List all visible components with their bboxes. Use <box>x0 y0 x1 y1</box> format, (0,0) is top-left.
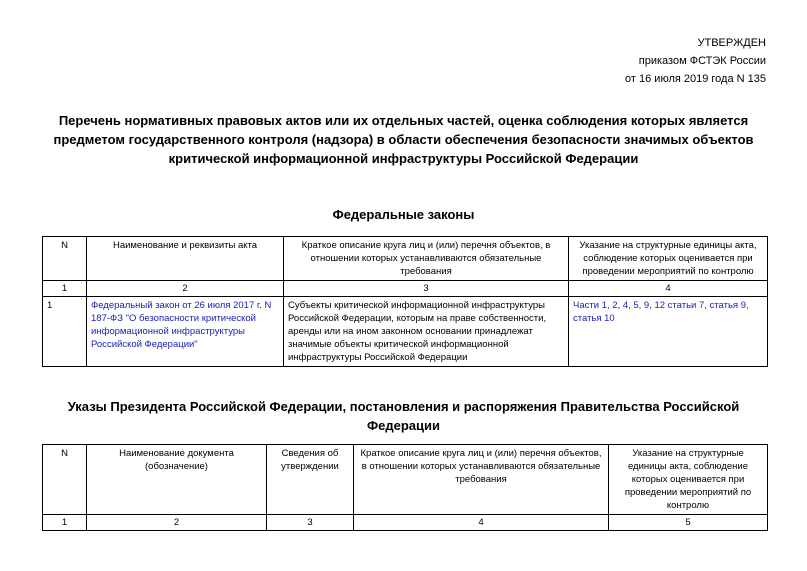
federal-laws-table <box>42 236 768 367</box>
column-number: 1 <box>43 281 87 297</box>
approval-order: приказом ФСТЭК России <box>638 55 766 67</box>
column-number: 2 <box>87 281 284 297</box>
row-description: Субъекты критической информационной инфраструктуры Российской Федерации, которым на праве собственности, аренды или на ином законном основании принадлежат значимые объекты критической информационной инфраструктуры Российской Федерации <box>284 297 569 367</box>
column-number: 4 <box>354 515 609 531</box>
decrees-table <box>42 444 768 531</box>
approval-stamp <box>625 34 766 88</box>
approval-date: от 16 июля 2019 года N 135 <box>625 73 766 85</box>
approval-heading: УТВЕРЖДЕН <box>697 37 766 49</box>
document-title-line-1: Перечень нормативных правовых актов или их отдельных частей, оценка соблюдения которых является <box>58 113 749 128</box>
column-number: 1 <box>43 515 87 531</box>
header-approval-info: Сведения об утверждении <box>267 445 354 515</box>
column-number: 5 <box>609 515 768 531</box>
section-title-decrees: Указы Президента Российской Федерации, постановления и распоряжения Правительства Российской Федерации <box>67 399 740 433</box>
row-number: 1 <box>43 297 87 367</box>
column-number: 3 <box>267 515 354 531</box>
header-document-name: Наименование документа (обозначение) <box>87 445 267 515</box>
table-header-row <box>43 237 768 281</box>
column-number: 3 <box>284 281 569 297</box>
section-title-federal-laws: Федеральные законы <box>332 207 475 222</box>
header-structural-units: Указание на структурные единицы акта, соблюдение которых оценивается при проведении мероприятий по контролю <box>569 237 768 281</box>
header-n: N <box>43 445 87 515</box>
column-number-row <box>43 281 768 297</box>
header-structural-units: Указание на структурные единицы акта, соблюдение которых оценивается при проведении мероприятий по контролю <box>609 445 768 515</box>
document-title-line-3: критической информационной инфраструктуры Российской Федерации <box>168 151 639 166</box>
header-n: N <box>43 237 87 281</box>
document-title-line-2: предметом государственного контроля (надзора) в области обеспечения безопасности значимых объектов <box>53 132 754 147</box>
header-act-name: Наименование и реквизиты акта <box>87 237 284 281</box>
header-description: Краткое описание круга лиц и (или) перечня объектов, в отношении которых устанавливаются обязательные требования <box>284 237 569 281</box>
column-number-row <box>43 515 768 531</box>
header-description: Краткое описание круга лиц и (или) перечня объектов, в отношении которых устанавливаются обязательные требования <box>354 445 609 515</box>
column-number: 2 <box>87 515 267 531</box>
act-link[interactable]: Федеральный закон от 26 июля 2017 г. N 187-ФЗ "О безопасности критической информационной инфраструктуры Российской Федерации" <box>87 297 284 367</box>
table-row <box>43 297 768 367</box>
column-number: 4 <box>569 281 768 297</box>
document-title <box>30 111 777 168</box>
structural-units-link[interactable]: Части 1, 2, 4, 5, 9, 12 статьи 7, статья 9, статья 10 <box>569 297 768 367</box>
table-header-row <box>43 445 768 515</box>
